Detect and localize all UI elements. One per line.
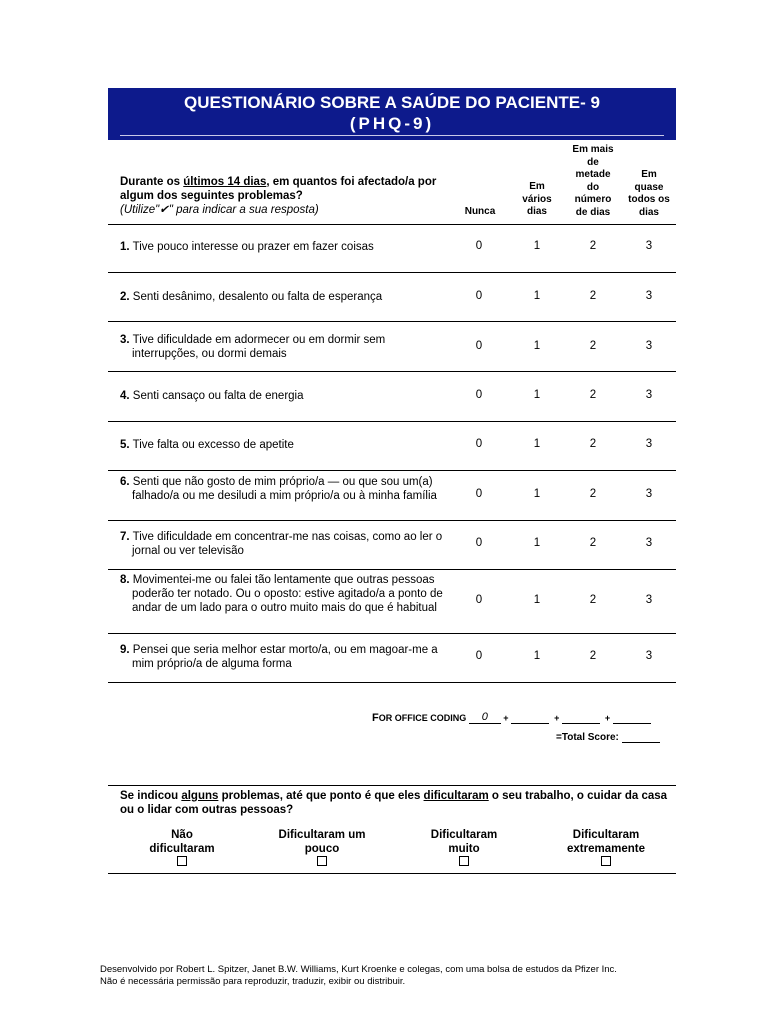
- difficulty-option-extremamente: Dificultaram extremamente: [550, 828, 662, 870]
- column-header-varios-dias: Em vários dias: [522, 181, 552, 217]
- difficulty-option-pouco: Dificultaram um pouco: [266, 828, 378, 870]
- score-option[interactable]: 3: [645, 290, 653, 302]
- score-option[interactable]: 1: [533, 438, 541, 450]
- question-row-3: [108, 322, 676, 372]
- score-option[interactable]: 1: [533, 240, 541, 252]
- question-row-8: [108, 570, 676, 634]
- question-text: 8. Movimentei-me ou falei tão lentamente que outras pessoas poderão ter notado. Ou o oposto: estive agitado/a a ponto de andar de um lado para o outro muito mais do que é habitual: [120, 574, 443, 614]
- score-option[interactable]: 0: [475, 340, 483, 352]
- question-row-1: [108, 224, 676, 273]
- score-option[interactable]: 0: [475, 240, 483, 252]
- checkbox-extremamente[interactable]: [601, 856, 611, 866]
- question-row-5: [108, 422, 676, 471]
- score-option[interactable]: 3: [645, 240, 653, 252]
- question-prompt: Durante os últimos 14 dias, em quantos foi afectado/a por algum dos seguintes problemas? (Utilize"✔" para indicar a sua resposta): [120, 176, 437, 216]
- score-option[interactable]: 3: [645, 594, 653, 606]
- score-option[interactable]: 1: [533, 340, 541, 352]
- question-text: 2. Senti desânimo, desalento ou falta de esperança: [120, 291, 383, 303]
- table-header: [108, 142, 676, 225]
- checkbox-nao-dificultaram[interactable]: [177, 856, 187, 866]
- office-coding: FOR OFFICE CODING 0 + + +: [372, 711, 682, 724]
- footer: [100, 964, 720, 988]
- total-score: =Total Score:: [556, 731, 660, 743]
- score-option[interactable]: 3: [645, 650, 653, 662]
- score-option[interactable]: 0: [475, 389, 483, 401]
- question-row-6: [108, 471, 676, 521]
- score-option[interactable]: 3: [645, 537, 653, 549]
- instruction-text: (Utilize"✔" para indicar a sua resposta): [120, 204, 319, 216]
- column-header-mais-metade: Em mais de metade do número de dias: [572, 144, 614, 218]
- coding-field-1[interactable]: 0: [469, 711, 501, 724]
- total-score-field[interactable]: [622, 731, 660, 743]
- question-text: 1. Tive pouco interesse ou prazer em fazer coisas: [120, 241, 374, 253]
- difficulty-question: Se indicou alguns problemas, até que ponto é que eles dificultaram o seu trabalho, o cuidar da casa ou o lidar com outras pessoas?: [120, 790, 668, 816]
- score-option[interactable]: 3: [645, 340, 653, 352]
- score-option[interactable]: 2: [589, 594, 597, 606]
- question-row-9: [108, 634, 676, 683]
- checkbox-muito[interactable]: [459, 856, 469, 866]
- score-option[interactable]: 0: [475, 438, 483, 450]
- column-header-nunca: Nunca: [464, 206, 496, 217]
- footer-permission: Não é necessária permissão para reproduzir, traduzir, exibir ou distribuir.: [100, 976, 406, 987]
- score-option[interactable]: 1: [533, 537, 541, 549]
- score-option[interactable]: 0: [475, 488, 483, 500]
- question-text: 9. Pensei que seria melhor estar morto/a, ou em magoar-me a mim próprio/a de alguma forma: [120, 644, 438, 670]
- banner-rule: [120, 135, 664, 136]
- score-option[interactable]: 1: [533, 488, 541, 500]
- coding-field-3[interactable]: [562, 713, 600, 724]
- question-text: 6. Senti que não gosto de mim próprio/a — ou que sou um(a) falhado/a ou me desiludi a mim próprio/a ou à minha família: [120, 476, 437, 502]
- divider: [108, 873, 676, 874]
- coding-field-4[interactable]: [613, 713, 651, 724]
- question-text: 7. Tive dificuldade em concentrar-me nas coisas, como ao ler o jornal ou ver televisão: [120, 531, 443, 557]
- score-option[interactable]: 1: [533, 594, 541, 606]
- title-banner: [108, 88, 676, 140]
- question-row-7: [108, 521, 676, 570]
- score-option[interactable]: 2: [589, 537, 597, 549]
- score-option[interactable]: 3: [645, 438, 653, 450]
- score-option[interactable]: 0: [475, 650, 483, 662]
- score-option[interactable]: 3: [645, 488, 653, 500]
- score-option[interactable]: 2: [589, 389, 597, 401]
- score-option[interactable]: 2: [589, 438, 597, 450]
- difficulty-option-nao: Não dificultaram: [132, 828, 232, 870]
- score-option[interactable]: 2: [589, 240, 597, 252]
- coding-field-2[interactable]: [511, 713, 549, 724]
- title-line-1: QUESTIONÁRIO SOBRE A SAÚDE DO PACIENTE- 9: [184, 93, 600, 112]
- score-option[interactable]: 0: [475, 594, 483, 606]
- score-option[interactable]: 2: [589, 290, 597, 302]
- score-option[interactable]: 2: [589, 650, 597, 662]
- score-option[interactable]: 0: [475, 537, 483, 549]
- column-header-quase-todos: Em quase todos os dias: [628, 169, 670, 218]
- question-text: 3. Tive dificuldade em adormecer ou em dormir sem interrupções, ou dormi demais: [120, 334, 386, 360]
- divider: [108, 785, 676, 786]
- score-option[interactable]: 3: [645, 389, 653, 401]
- score-option[interactable]: 1: [533, 650, 541, 662]
- score-option[interactable]: 1: [533, 290, 541, 302]
- score-option[interactable]: 0: [475, 290, 483, 302]
- question-text: 5. Tive falta ou excesso de apetite: [120, 439, 294, 451]
- difficulty-option-muito: Dificultaram muito: [414, 828, 514, 870]
- checkbox-pouco[interactable]: [317, 856, 327, 866]
- title-line-2: (PHQ-9): [349, 114, 435, 133]
- question-row-2: [108, 273, 676, 322]
- score-option[interactable]: 2: [589, 340, 597, 352]
- question-text: 4. Senti cansaço ou falta de energia: [120, 390, 304, 402]
- score-option[interactable]: 1: [533, 389, 541, 401]
- score-option[interactable]: 2: [589, 488, 597, 500]
- question-row-4: [108, 372, 676, 422]
- footer-credits: Desenvolvido por Robert L. Spitzer, Janet B.W. Williams, Kurt Kroenke e colegas, com uma bolsa de estudos da Pfizer Inc.: [100, 964, 617, 975]
